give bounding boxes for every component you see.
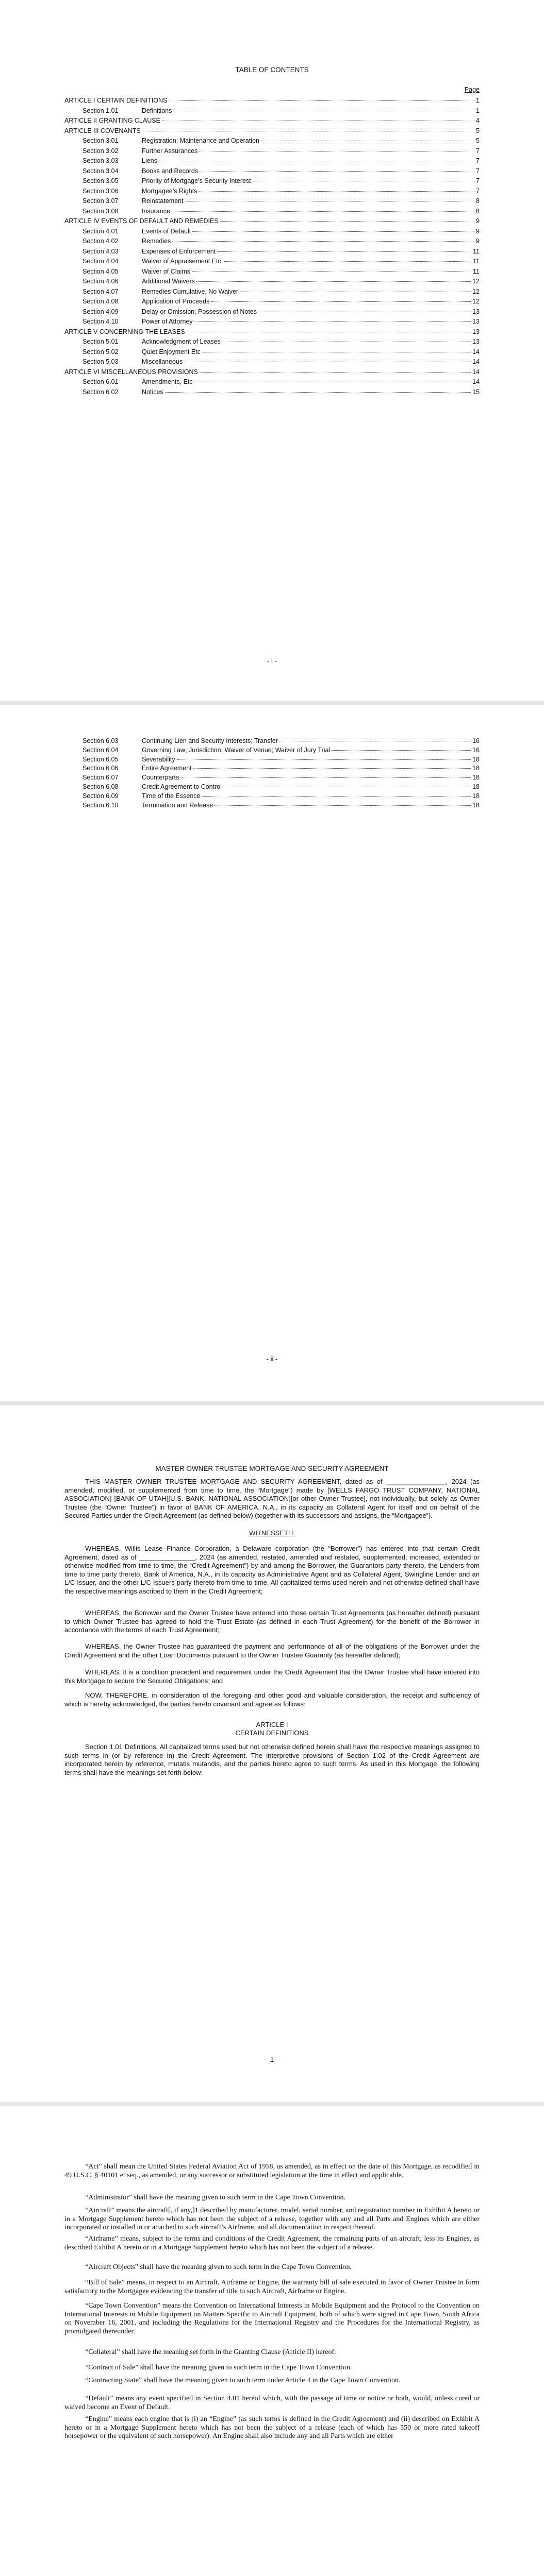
- toc-entry-page: 18: [472, 765, 480, 772]
- toc-entry-page: 7: [476, 187, 480, 195]
- toc-article-row[interactable]: [64, 127, 480, 135]
- toc-entry-title: Additional Waivers: [142, 278, 195, 285]
- toc-entry-number: Section 3.06: [83, 187, 119, 195]
- toc-section-row[interactable]: [64, 388, 480, 396]
- toc-entry-number: Section 3.04: [83, 167, 119, 175]
- toc-entry-page: 12: [472, 287, 480, 295]
- toc-entry-page: 12: [472, 278, 480, 285]
- toc-entry-title: Power of Attorney: [142, 318, 193, 325]
- toc-entry-number: ARTICLE I CERTAIN DEFINITIONS: [64, 97, 168, 104]
- toc-section-row[interactable]: [64, 746, 480, 754]
- toc-entry-title: Priority of Mortgage’s Security Interest: [142, 177, 251, 184]
- recital-5: NOW, THEREFORE, in consideration of the foregoing and other good and valuable consideration, the receipt and sufficiency of which is hereby acknowledged, the parties hereto covenant and agree as follows:: [64, 1691, 480, 1708]
- toc-entry-number: Section 4.10: [83, 318, 119, 325]
- toc-section-row[interactable]: [64, 764, 480, 772]
- definition-paragraph: “Airframe” means, subject to the terms and conditions of the Credit Agreement, the remaining parts of an aircraft, less its Engines, as described Exhibit A hereto or in a Mortgage Supplement hereto which has not been the subject of a release.: [64, 2235, 480, 2251]
- toc-section-row[interactable]: [64, 287, 480, 296]
- toc-entry-title: Quiet Enjoyment Etc: [142, 348, 201, 355]
- recital-4: WHEREAS, it is a condition precedent and requirement under the Credit Agreement that the Owner Trustee shall have entered into this Mortgage to secure the Secured Obligations; and: [64, 1668, 480, 1685]
- toc-entry-title: Severability: [142, 755, 175, 763]
- toc-entry-page: 14: [472, 378, 480, 385]
- toc-section-row[interactable]: [64, 755, 480, 764]
- page-separator: [0, 701, 544, 705]
- toc-entry-number: ARTICLE IV EVENTS OF DEFAULT AND REMEDIES: [64, 217, 219, 225]
- toc-entry-page: 18: [472, 801, 480, 809]
- toc-dot-leader: [192, 231, 474, 232]
- section-1-01: Section 1.01 Definitions. All capitalized terms used but not otherwise defined herein shall have the respective meanings assigned to such terms in (or by reference in) the Credit Agreement. The interpretive provisions of Section 1.02 of the Credit Agreement are incorporated herein by reference, mutatis mutandis, and the parties hereto agree to such terms. As used in this Mortgage, the following terms shall have the meanings set forth below:: [64, 1743, 480, 1776]
- toc-entry-page: 13: [472, 338, 480, 345]
- toc-article-row[interactable]: [64, 217, 480, 225]
- toc-entry-title: Events of Default: [142, 227, 191, 235]
- definition-paragraph: “Default” means any event specified in Section 4.01 hereof which, with the passage of time or notice or both, would, unless cured or waived become an Event of Default.: [64, 2395, 480, 2411]
- definition-paragraph: “Engine” means each engine that is (i) an “Engine” (as such terms is defined in the Credit Agreement) and (ii) described on Exhibit A hereto or in a Mortgage Supplement hereto which has not been the subject of a release (each of which has 550 or more rated takeoff horsepower or the equivalent of such horsepower). An Engine shall also include any and all Parts which are either: [64, 2415, 480, 2440]
- toc-entry-page: 5: [476, 127, 480, 134]
- toc-entry-number: Section 6.02: [83, 388, 119, 396]
- toc-page-2: [0, 705, 544, 1401]
- toc-entry-title: Miscellaneous: [142, 358, 183, 365]
- recital-3: WHEREAS, the Owner Trustee has guaranteed the payment and performance of all of the obligations of the Borrower under the Credit Agreement and the other Loan Documents pursuant to the Owner Trustee Guaranty (as hereafter defined);: [64, 1642, 480, 1659]
- toc-entry-page: 7: [476, 177, 480, 184]
- toc-entry-title: Application of Proceeds: [142, 298, 210, 305]
- toc-entry-title: Delay or Omission; Possession of Notes: [142, 308, 257, 315]
- page-number: - ii -: [266, 1355, 278, 1363]
- toc-entry-number: ARTICLE VI MISCELLANEOUS PROVISIONS: [64, 368, 198, 376]
- toc-dot-leader: [199, 191, 474, 192]
- witnesseth-heading: WITNESSETH:: [249, 1529, 295, 1537]
- toc-dot-leader: [165, 392, 471, 393]
- toc-entry-page: 5: [476, 137, 480, 144]
- toc-entry-title: Registration; Maintenance and Operation: [142, 137, 259, 144]
- article-heading: ARTICLE I: [256, 1721, 288, 1728]
- toc-entry-page: 16: [472, 746, 480, 754]
- toc-section-row[interactable]: [64, 801, 480, 809]
- toc-dot-leader: [177, 759, 471, 760]
- toc-entry-page: 4: [476, 117, 480, 124]
- definition-paragraph: “Contract of Sale” shall have the meaning given to such term in the Cape Town Convention.: [85, 2364, 352, 2371]
- toc-entry-page: 8: [476, 197, 480, 205]
- toc-entry-page: 14: [472, 348, 480, 355]
- toc-entry-title: Amendments, Etc: [142, 378, 193, 385]
- toc-entry-page: 9: [476, 227, 480, 235]
- definition-paragraph: “Administrator” shall have the meaning given to such term in the Cape Town Convention.: [85, 2194, 345, 2201]
- toc-entry-title: Waiver of Claims: [142, 267, 190, 275]
- toc-entry-page: 11: [473, 258, 480, 265]
- toc-section-row[interactable]: [64, 107, 480, 115]
- toc-dot-leader: [169, 100, 474, 101]
- definition-paragraph: “Collateral” shall have the meaning set forth in the Granting Clause (Article II) hereof.: [85, 2348, 336, 2356]
- toc-section-row[interactable]: [64, 137, 480, 145]
- toc-section-row[interactable]: [64, 348, 480, 356]
- toc-dot-leader: [194, 321, 471, 322]
- toc-entry-page: 1: [476, 107, 480, 114]
- definition-paragraph: “Cape Town Convention” means the Convention on International Interests in Mobile Equipment and the Protocol to the Convention on International Interests in Mobile Equipment on Matters Specific to Aircraft Equipment, both of which were signed in Cape Town, South Africa on November 16, 2001, and including the Regulations for the International Registry and the Procedures for the International Registry, as promulgated thereunder.: [64, 2302, 480, 2335]
- toc-section-row[interactable]: [64, 187, 480, 195]
- toc-entry-title: Entire Agreement: [142, 765, 192, 772]
- toc-section-row[interactable]: [64, 378, 480, 386]
- toc-title: TABLE OF CONTENTS: [235, 66, 309, 74]
- toc-section-row[interactable]: [64, 308, 480, 316]
- toc-section-row[interactable]: [64, 197, 480, 205]
- toc-entry-page: 1: [476, 97, 480, 104]
- toc-entry-number: Section 6.04: [83, 746, 119, 754]
- toc-dot-leader: [172, 241, 474, 242]
- toc-entry-title: Definitions: [142, 107, 172, 114]
- toc-section-row[interactable]: [64, 773, 480, 782]
- toc-entry-page: 14: [472, 368, 480, 376]
- toc-entry-number: ARTICLE V CONCERNING THE LEASES: [64, 328, 185, 335]
- toc-entry-page: 7: [476, 157, 480, 164]
- toc-dot-leader: [224, 261, 471, 262]
- toc-section-row[interactable]: [64, 177, 480, 185]
- toc-entry-page: 9: [476, 217, 480, 225]
- toc-section-row[interactable]: [64, 358, 480, 366]
- toc-dot-leader: [193, 768, 471, 769]
- page-separator: [0, 2102, 544, 2106]
- toc-entry-number: Section 4.04: [83, 258, 119, 265]
- toc-entry-title: Counterparts: [142, 774, 179, 782]
- toc-page-header: Page: [464, 86, 480, 93]
- toc-section-row[interactable]: [64, 317, 480, 326]
- toc-entry-title: Waiver of Appraisement Etc.: [142, 258, 223, 265]
- toc-section-row[interactable]: [64, 297, 480, 306]
- toc-section-row[interactable]: [64, 792, 480, 800]
- definition-paragraph: “Contracting State” shall have the meaning given to such term under Article 4 in the Cape Town Convention.: [85, 2377, 401, 2384]
- toc-dot-leader: [217, 251, 471, 252]
- toc-entry-title: Insurance: [142, 207, 170, 215]
- toc-entry-title: Expenses of Enforcement: [142, 247, 216, 255]
- toc-entry-title: Books and Records: [142, 167, 199, 175]
- toc-entry-title: Remedies Cumulative, No Waiver: [142, 287, 239, 295]
- page-separator: [0, 1401, 544, 1405]
- toc-entry-number: Section 3.03: [83, 157, 119, 164]
- toc-entry-number: ARTICLE II GRANTING CLAUSE: [64, 117, 160, 124]
- toc-dot-leader: [220, 221, 474, 222]
- toc-entry-page: 7: [476, 147, 480, 155]
- toc-entry-page: 12: [472, 298, 480, 305]
- agreement-intro: THIS MASTER OWNER TRUSTEE MORTGAGE AND SECURITY AGREEMENT, dated as of ________________, 2024 (as amended, modified, or supplemented from time to time, the “Mortgage”) made by [WELLS FARGO TRUST COMPANY, NATIONAL ASSOCIATION] [BANK OF UTAH][U.S. BANK, NATIONAL ASSOCIATION][or other Owner Trustee], not individually, but solely as Owner Trustee (the “Owner Trustee”) in favor of BANK OF AMERICA, N.A., in its capacity as Collateral Agent for itself and on behalf of the Secured Parties under the Credit Agreement (as defined below) (together with its successors and assigns, the “Mortgagee”).: [64, 1478, 480, 1519]
- toc-entry-page: 18: [472, 783, 480, 790]
- toc-entry-page: 13: [472, 318, 480, 325]
- toc-dot-leader: [211, 301, 471, 302]
- toc-section-row[interactable]: [64, 737, 480, 745]
- toc-entry-title: Acknowledgment of Leases: [142, 338, 221, 345]
- toc-article-row[interactable]: [64, 368, 480, 376]
- toc-dot-leader: [196, 281, 471, 282]
- toc-section-row[interactable]: [64, 257, 480, 265]
- toc-entry-title: Notices: [142, 388, 163, 396]
- toc-section-row[interactable]: [64, 337, 480, 346]
- toc-entry-number: Section 5.02: [83, 348, 119, 355]
- toc-article-row[interactable]: [64, 328, 480, 336]
- toc-entry-number: Section 6.03: [83, 737, 119, 744]
- definition-paragraph: “Aircraft” means the aircraft[, if any,]1 described by manufacturer, model, serial number, and registration number in Exhibit A hereto or in a Mortgage Supplement hereto which has not been the subject of a release, together with any and all Parts and Engines which are either incorporated or installed in or attached to such aircraft’s Airframe, and all documentation in respect thereof.: [64, 2207, 480, 2231]
- definitions-page: [0, 2106, 544, 2576]
- toc-section-row[interactable]: [64, 147, 480, 155]
- toc-entry-number: Section 3.01: [83, 137, 119, 144]
- toc-section-row[interactable]: [64, 157, 480, 165]
- toc-section-row[interactable]: [64, 227, 480, 235]
- toc-entry-title: Time of the Essence: [142, 792, 201, 800]
- toc-entry-number: Section 3.07: [83, 197, 119, 205]
- toc-entry-number: Section 1.01: [83, 107, 119, 114]
- toc-section-row[interactable]: [64, 247, 480, 256]
- definition-paragraph: “Act” shall mean the United States Federal Aviation Act of 1958, as amended, as in effect on the date of this Mortgage, as recodified in 49 U.S.C. § 40101 et seq., as amended, or any successor or substituted legislation at the time in effect and applicable.: [64, 2163, 480, 2179]
- toc-entry-number: Section 4.05: [83, 267, 119, 275]
- toc-entry-number: Section 3.08: [83, 207, 119, 215]
- toc-entry-title: Credit Agreement to Control: [142, 783, 222, 790]
- toc-entry-number: Section 5.03: [83, 358, 119, 365]
- article-title: CERTAIN DEFINITIONS: [235, 1729, 309, 1737]
- toc-entry-title: Termination and Release: [142, 801, 213, 809]
- toc-section-row[interactable]: [64, 237, 480, 245]
- toc-dot-leader: [180, 777, 471, 778]
- toc-dot-leader: [332, 750, 471, 751]
- toc-entry-number: Section 3.05: [83, 177, 119, 184]
- toc-section-row[interactable]: [64, 267, 480, 276]
- toc-entry-title: Continuing Lien and Security Interests; Transfer: [142, 737, 278, 744]
- toc-page-1: [0, 0, 544, 701]
- toc-entry-page: 9: [476, 238, 480, 245]
- toc-entry-number: Section 4.06: [83, 278, 119, 285]
- toc-entry-number: Section 4.03: [83, 247, 119, 255]
- toc-entry-title: Reinstatement: [142, 197, 184, 205]
- toc-entry-number: Section 6.09: [83, 792, 119, 800]
- toc-entry-number: Section 4.08: [83, 298, 119, 305]
- toc-article-row[interactable]: [64, 116, 480, 125]
- toc-entry-number: Section 6.01: [83, 378, 119, 385]
- toc-entry-page: 16: [472, 737, 480, 744]
- toc-entry-title: Further Assurances: [142, 147, 198, 155]
- toc-entry-page: 18: [472, 774, 480, 782]
- toc-section-row[interactable]: [64, 167, 480, 175]
- agreement-title: MASTER OWNER TRUSTEE MORTGAGE AND SECURITY AGREEMENT: [155, 1465, 389, 1472]
- toc-entry-page: 11: [473, 267, 480, 275]
- toc-entry-number: Section 5.01: [83, 338, 119, 345]
- toc-entry-number: ARTICLE III COVENANTS: [64, 127, 141, 134]
- toc-entry-page: 8: [476, 207, 480, 215]
- toc-entry-page: 11: [473, 247, 480, 255]
- toc-entry-number: Section 6.06: [83, 765, 119, 772]
- toc-entry-page: 7: [476, 167, 480, 175]
- toc-article-row[interactable]: [64, 96, 480, 105]
- agreement-page-1: [0, 1405, 544, 2102]
- toc-entry-number: Section 6.05: [83, 755, 119, 763]
- recital-2: WHEREAS, the Borrower and the Owner Trustee have entered into those certain Trust Agreements (as hereafter defined) pursuant to which Owner Trustee has agreed to hold the Trust Estate (as defined in each Trust Agreement) for the benefit of the Borrower in accordance with the terms of each Trust Agreement;: [64, 1609, 480, 1634]
- toc-dot-leader: [200, 171, 474, 172]
- page-number: - i -: [267, 657, 277, 665]
- toc-entry-number: Section 6.08: [83, 783, 119, 790]
- toc-entry-number: Section 4.01: [83, 227, 119, 235]
- toc-entry-title: Governing Law; Jurisdiction; Waiver of Venue; Waiver of Jury Trial: [142, 746, 331, 754]
- page-number: - 1 -: [266, 2056, 278, 2063]
- toc-section-row[interactable]: [64, 277, 480, 285]
- toc-entry-number: Section 3.02: [83, 147, 119, 155]
- recital-1: WHEREAS, Willis Lease Finance Corporation, a Delaware corporation (the “Borrower”) has entered into that certain Credit Agreement, dated as of _______________, 2024 (as amended, restated, amended and restated, supplemented, increased, extended or otherwise modified from time to time, the “Credit Agreement”) by and among the Borrower, the Guarantors party thereto, the Lenders from time to time party thereto, Bank of America, N.A., in its capacity as Administrative Agent and as Collateral Agent, Swingline Lender and an L/C Issuer, and the other L/C Issuers party thereto from time to time. All capitalized terms used herein and not otherwise defined shall have the respective meanings ascribed to them in the Credit Agreement;: [64, 1545, 480, 1595]
- toc-section-row[interactable]: [64, 783, 480, 791]
- toc-entry-title: Mortgagee’s Rights: [142, 187, 197, 195]
- toc-entry-page: 18: [472, 755, 480, 763]
- toc-dot-leader: [172, 211, 474, 212]
- toc-entry-number: Section 4.02: [83, 238, 119, 245]
- toc-entry-number: Section 4.07: [83, 287, 119, 295]
- toc-entry-page: 18: [472, 792, 480, 800]
- toc-entry-number: Section 6.07: [83, 774, 119, 782]
- toc-entry-page: 13: [472, 308, 480, 315]
- toc-entry-title: Remedies: [142, 238, 171, 245]
- toc-entry-title: Liens: [142, 157, 157, 164]
- definition-paragraph: “Aircraft Objects” shall have the meaning given to such term in the Cape Town Convention.: [85, 2263, 352, 2271]
- toc-entry-number: Section 6.10: [83, 801, 119, 809]
- toc-entry-page: 14: [472, 358, 480, 365]
- definition-paragraph: “Bill of Sale” means, in respect to an Aircraft, Airframe or Engine, the warranty bill of sale executed in favor of Owner Trustee in form satisfactory to the Mortgagee evidencing the transfer of title to such Aircraft, Airframe or Engine.: [64, 2279, 480, 2295]
- toc-entry-page: 13: [472, 328, 480, 335]
- toc-section-row[interactable]: [64, 207, 480, 215]
- toc-entry-number: Section 4.09: [83, 308, 119, 315]
- toc-dot-leader: [215, 805, 471, 806]
- toc-entry-page: 15: [472, 388, 480, 396]
